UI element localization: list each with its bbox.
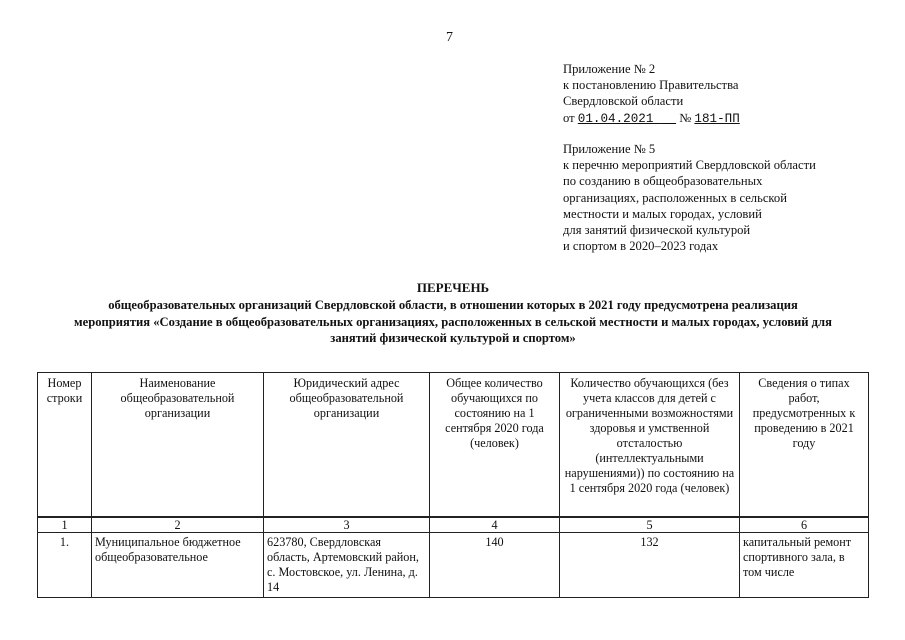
header-org-name: Наименование общеобразовательной организации — [92, 373, 264, 518]
header-students-count: Количество обучающихся (без учета классов для детей с ограниченными возможностями здоровья и умственной отсталостью (интеллектуальными нарушениями)) по состоянию на 1 сентября 2020 года (человек) — [560, 373, 740, 518]
appendix-5-line: для занятий физической культурой — [563, 223, 751, 238]
appendix-5-line: к перечню мероприятий Свердловской области — [563, 158, 816, 173]
document-subtitle-line: общеобразовательных организаций Свердловской области, в отношении которых в 2021 году предусмотрена реализация — [108, 298, 798, 313]
header-total-students: Общее количество обучающихся по состоянию на 1 сентября 2020 года (человек) — [430, 373, 560, 518]
cell-org-name: Муниципальное бюджетное общеобразовательное — [92, 533, 264, 598]
resolution-date: 01.04.2021 — [577, 111, 661, 126]
header-row-number: Номер строки — [38, 373, 92, 518]
cell-work-types: капитальный ремонт спортивного зала, в том числе — [740, 533, 869, 598]
appendix-2-title: Приложение № 2 — [563, 62, 656, 76]
appendix-5-line: местности и малых городах, условий — [563, 206, 762, 221]
header-work-types: Сведения о типах работ, предусмотренных к проведению в 2021 году — [740, 373, 869, 518]
document-subtitle-line: занятий физической культурой и спортом» — [330, 331, 576, 346]
table-row — [38, 533, 869, 598]
cell-legal-address: 623780, Свердловская область, Артемовский район, с. Мостовское, ул. Ленина, д. 14 — [264, 533, 430, 598]
appendix-2-date-line — [563, 110, 740, 127]
appendix-5-line: организациях, расположенных в сельской — [563, 190, 787, 205]
page-number: 7 — [446, 30, 453, 45]
appendix-5-line: по созданию в общеобразовательных — [563, 174, 763, 189]
cell-total-students: 140 — [430, 533, 560, 598]
column-number: 1 — [38, 517, 92, 533]
appendix-2-block — [563, 61, 740, 127]
from-label: от — [563, 110, 575, 125]
number-label: № — [679, 110, 692, 125]
column-number: 5 — [560, 517, 740, 533]
cell-students-count: 132 — [560, 533, 740, 598]
appendix-2-line: к постановлению Правительства — [563, 78, 739, 93]
appendix-5-line: и спортом в 2020–2023 годах — [563, 239, 719, 254]
appendix-5-block — [563, 141, 816, 254]
column-number: 4 — [430, 517, 560, 533]
column-number: 6 — [740, 517, 869, 533]
document-title-block — [28, 280, 878, 347]
date-underline — [661, 112, 676, 126]
organizations-table — [37, 372, 869, 598]
column-number: 3 — [264, 517, 430, 533]
document-subtitle-line: мероприятия «Создание в общеобразовательных организациях, расположенных в сельской местности и малых городах, условий для — [74, 314, 832, 329]
column-number: 2 — [92, 517, 264, 533]
document-title: ПЕРЕЧЕНЬ — [416, 280, 490, 295]
resolution-number: 181-ПП — [694, 111, 740, 126]
cell-row-number: 1. — [38, 533, 92, 598]
table-column-numbers-row — [38, 517, 869, 533]
table-header-row — [38, 373, 869, 518]
appendix-2-line: Свердловской области — [563, 94, 684, 109]
appendix-5-title: Приложение № 5 — [563, 142, 656, 156]
header-legal-address: Юридический адрес общеобразовательной организации — [264, 373, 430, 518]
